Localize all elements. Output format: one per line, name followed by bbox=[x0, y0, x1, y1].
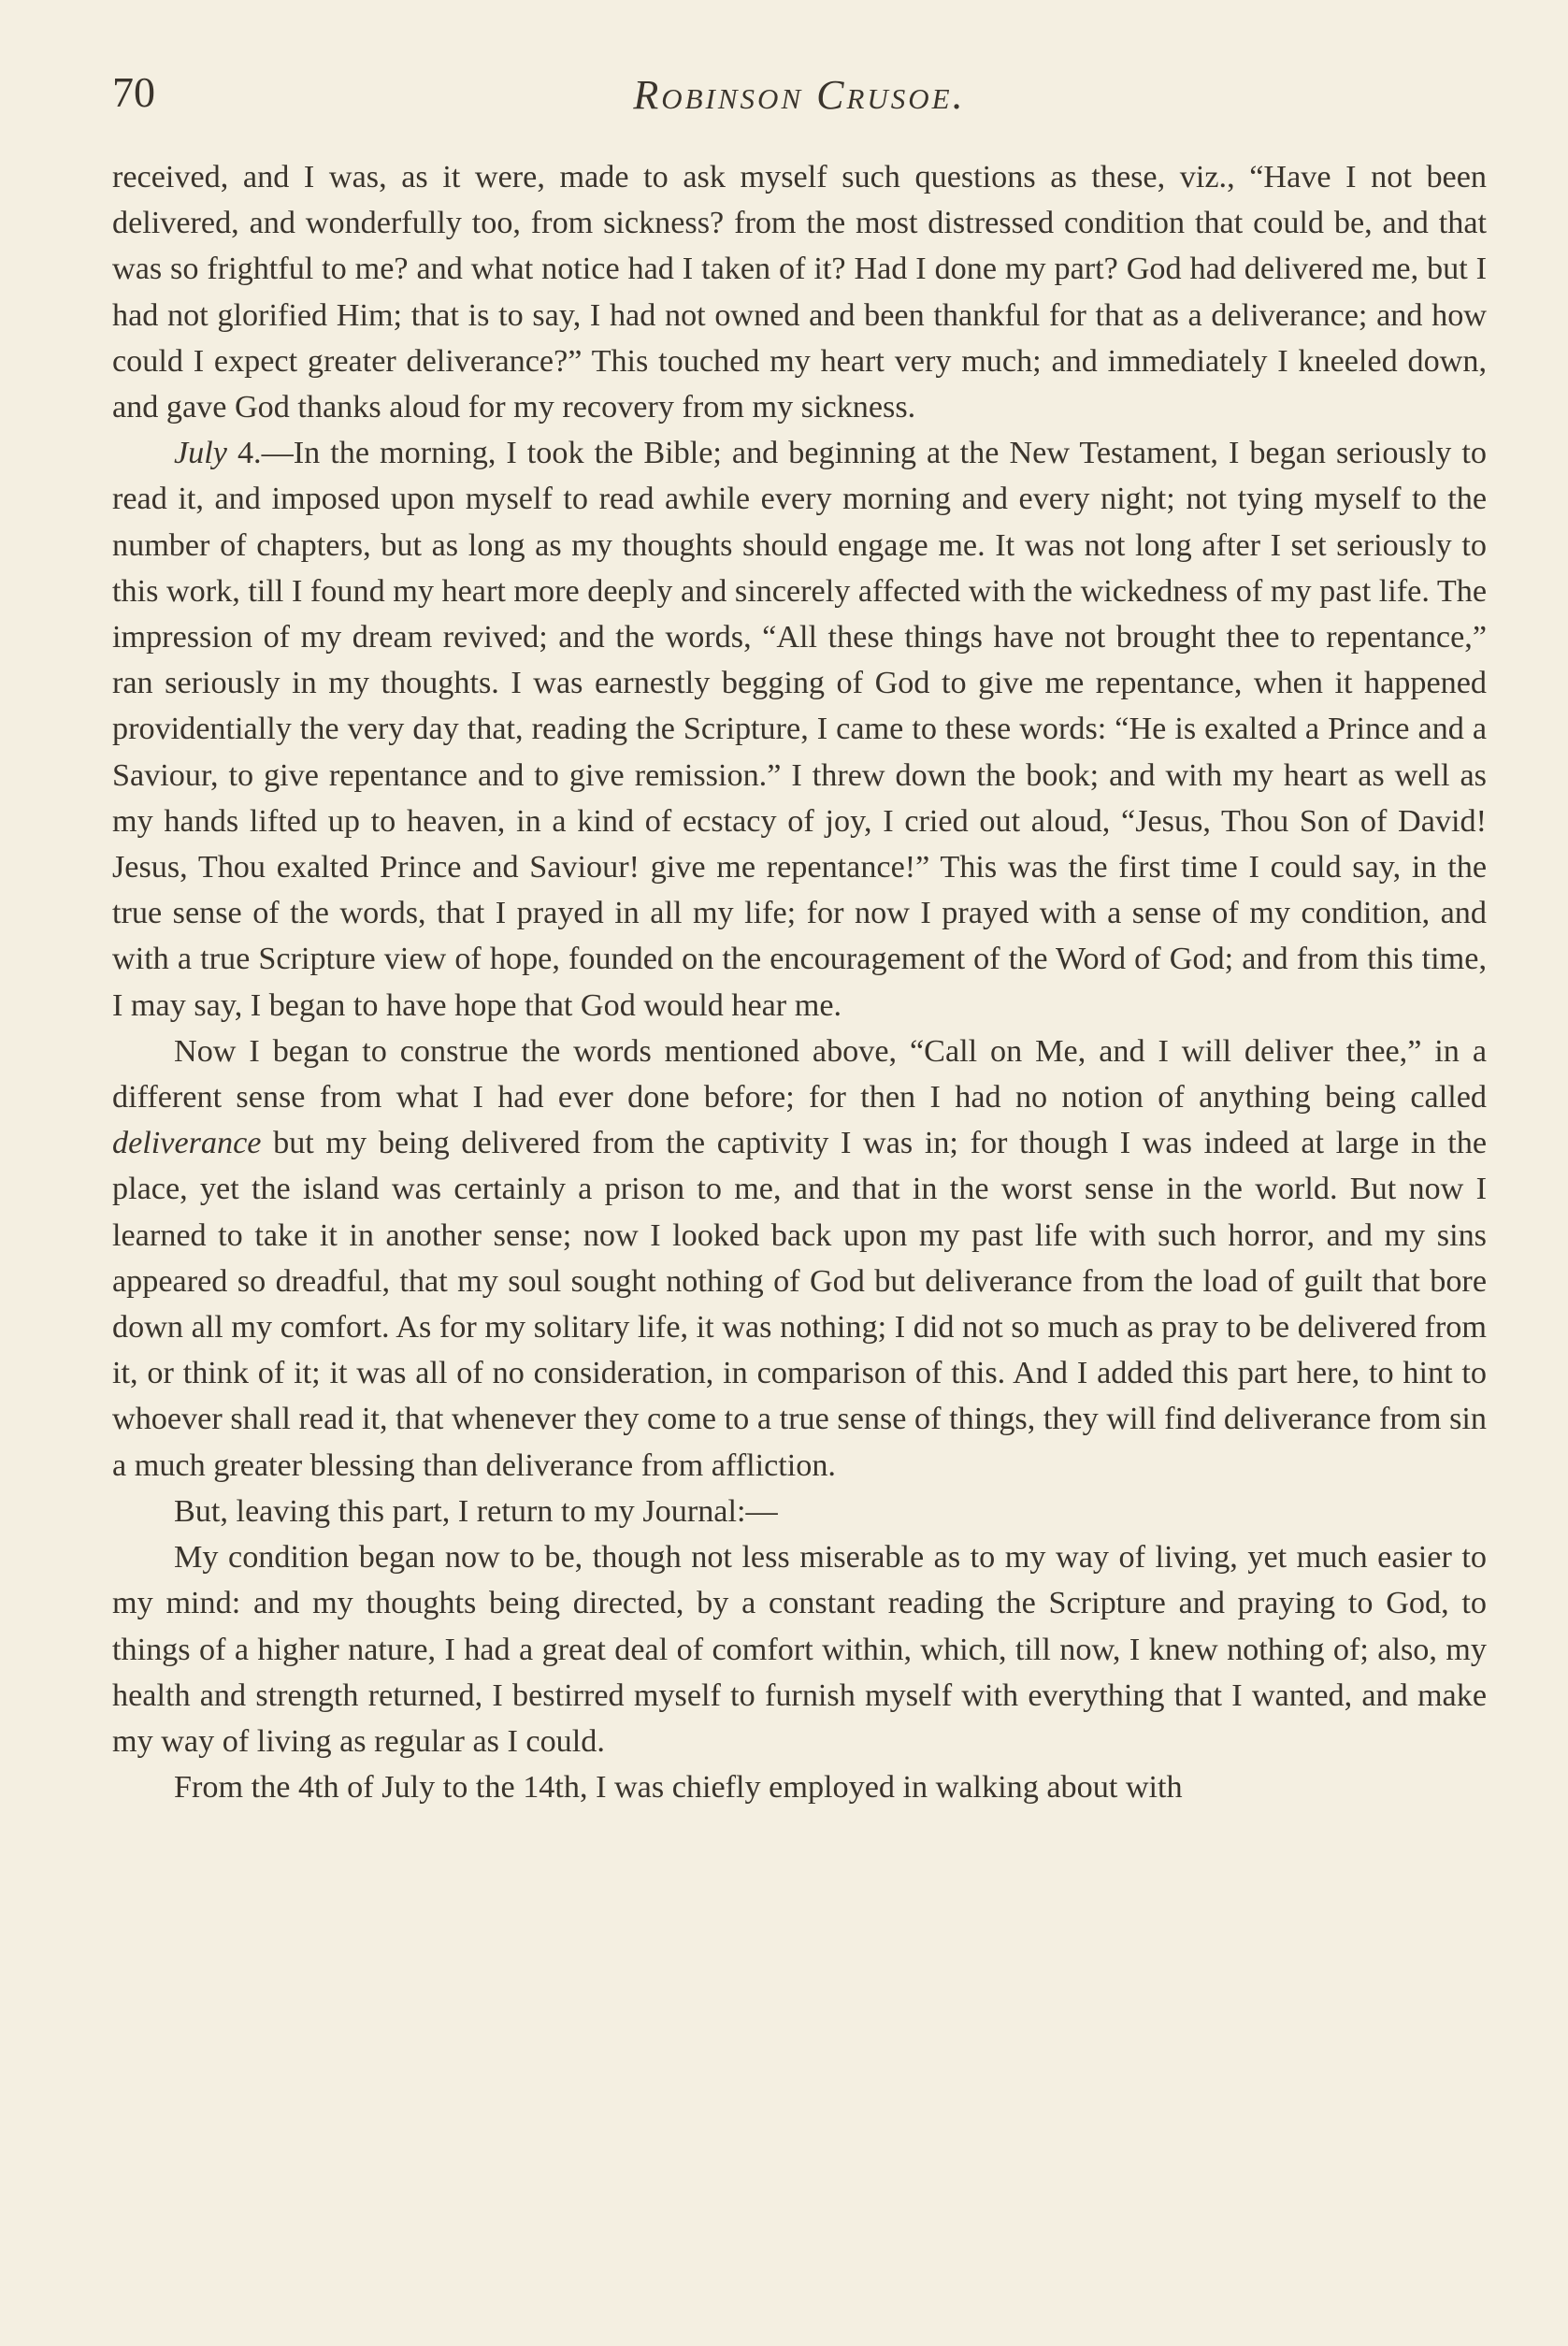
paragraph-continues bbox=[112, 1764, 1487, 1810]
paragraph-text: But, leaving this part, I return to my Journal:— bbox=[174, 1493, 778, 1529]
running-head bbox=[112, 67, 1487, 133]
paragraph-text: Now I began to construe the words mentioned above, “Call on Me, and I will deliver thee,” in a different sense from what I had ever done before; for then I had no notion of anything being called bbox=[112, 1033, 1487, 1115]
page-number: 70 bbox=[112, 68, 155, 116]
italic-word: deliverance bbox=[112, 1126, 262, 1161]
paragraph-text: My condition began now to be, though not less miserable as to my way of living, yet much easier to my mind: and my thoughts being directed, by a constant reading the Scripture and praying to God, to things of a higher nature, I had a great deal of comfort within, which, till now, I knew nothing of; also, my health and strength returned, I bestirred myself to furnish myself with everything that I wanted, and make my way of living as regular as I could. bbox=[112, 1540, 1487, 1759]
paragraph bbox=[112, 1534, 1487, 1764]
paragraph-journal-entry bbox=[112, 430, 1487, 1029]
body-text bbox=[112, 154, 1487, 1810]
running-title: Robinson Crusoe. bbox=[633, 72, 966, 118]
paragraph-text: From the 4th of July to the 14th, I was chiefly employed in walking about with bbox=[174, 1770, 1183, 1806]
paragraph bbox=[112, 1489, 1487, 1534]
journal-date: July bbox=[174, 436, 227, 471]
paragraph-continued bbox=[112, 154, 1487, 430]
paragraph-text: 4.—In the morning, I took the Bible; and beginning at the New Testament, I began seriously to read it, and imposed upon myself to read awhile every morning and every night; not tying myself to the number of chapters, but as long as my thoughts should engage me. It was not long after I set seriously to this work, till I found my heart more deeply and sincerely affected with the wickedness of my past life. The impression of my dream revived; and the words, “All these things have not brought thee to repentance,” ran seriously in my thoughts. I was earnestly begging of God to give me repentance, when it happened providentially the very day that, reading the Scripture, I came to these words: “He is exalted a Prince and a Saviour, to give repentance and to give remission.” I threw down the book; and with my heart as well as my hands lifted up to heaven, in a kind of ecstacy of joy, I cried out aloud, “Jesus, Thou Son of David! Jesus, Thou exalted Prince and Saviour! give me repentance!” This was the first time I could say, in the true sense of the words, that I prayed in all my life; for now I prayed with a sense of my condition, and with a true Scripture view of hope, founded on the encouragement of the Word of God; and from this time, I may say, I began to have hope that God would hear me. bbox=[112, 436, 1487, 1023]
paragraph-text: but my being delivered from the captivity I was in; for though I was indeed at large in the place, yet the island was certainly a prison to me, and that in the worst sense in the world. But now I learned to take it in another sense; now I looked back upon my past life with such horror, and my sins appeared so dreadful, that my soul sought nothing of God but deliverance from the load of guilt that bore down all my comfort. As for my solitary life, it was nothing; I did not so much as pray to be delivered from it, or think of it; it was all of no consideration, in comparison of this. And I added this part here, to hint to whoever shall read it, that whenever they come to a true sense of things, they will find deliverance from sin a much greater blessing than deliverance from affliction. bbox=[112, 1126, 1487, 1483]
paragraph-text: received, and I was, as it were, made to ask myself such questions as these, viz., “Have I not been delivered, and wonderfully too, from sickness? from the most distressed condition that could be, and that was so frightful to me? and what notice had I taken of it? Had I done my part? God had delivered me, but I had not glorified Him; that is to say, I had not owned and been thankful for that as a deliverance; and how could I expect greater deliverance?” This touched my heart very much; and immediately I kneeled down, and gave God thanks aloud for my recovery from my sickness. bbox=[112, 160, 1487, 425]
paragraph bbox=[112, 1029, 1487, 1489]
